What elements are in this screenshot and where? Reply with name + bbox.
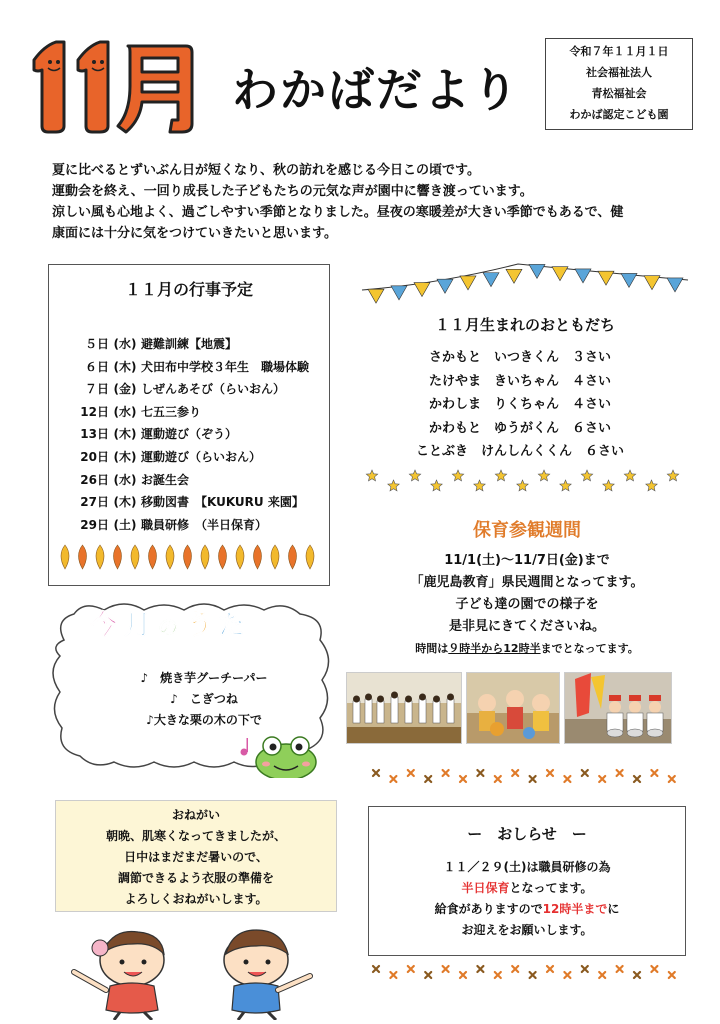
- photo-band-kids: [564, 672, 672, 744]
- cross-icon: [651, 966, 657, 972]
- flag-icon: [598, 271, 614, 285]
- cross-icon: [373, 966, 379, 972]
- bunting-string: [362, 264, 688, 290]
- event-day: (金): [113, 382, 137, 397]
- event-day: (木): [113, 359, 137, 374]
- boy-figure: [224, 930, 310, 1020]
- event-date: 12日: [80, 404, 109, 419]
- month-title: [26, 36, 201, 136]
- cross-icon: [547, 770, 553, 776]
- star-icon: [581, 470, 592, 481]
- cross-decoration-bottom: [368, 962, 680, 982]
- stars-decoration: [360, 466, 694, 496]
- cross-icon: [617, 966, 623, 972]
- request-line: 日中はまだまだ暑いので、: [124, 850, 268, 864]
- event-text: 避難訓練【地震】: [141, 337, 238, 351]
- birthday-item: かわしま りくちゃん ４さい: [428, 397, 611, 413]
- cross-icon: [669, 776, 675, 782]
- song-title-char: う: [186, 610, 213, 641]
- event-date: 26日: [80, 472, 109, 487]
- cross-icon: [547, 966, 553, 972]
- notice-body: [369, 857, 685, 941]
- cross-icon: [460, 972, 466, 978]
- request-line: よろしくおねがいします。: [124, 892, 268, 906]
- event-row: [59, 401, 329, 424]
- event-row: [59, 356, 329, 379]
- observation-line: 「鹿児島教育」県民週間となってます。: [410, 575, 644, 590]
- cross-icon: [582, 966, 588, 972]
- star-icon: [474, 480, 485, 491]
- cross-icon: [530, 776, 536, 782]
- cross-icon: [443, 770, 449, 776]
- song-item: ♪大きな栗の木の下で: [146, 713, 262, 727]
- flag-icon: [552, 267, 568, 281]
- star-icon: [624, 470, 635, 481]
- notice-text: となってます。: [509, 881, 593, 895]
- org-name: 青松福祉会: [591, 87, 647, 100]
- flag-icon: [575, 269, 591, 283]
- flag-icon: [529, 264, 545, 278]
- event-date: ５日: [84, 337, 109, 351]
- event-day: (水): [113, 472, 137, 487]
- leaf-icon: [96, 545, 104, 569]
- cross-icon: [495, 972, 501, 978]
- event-text: 運動遊び（らいおん）: [141, 449, 262, 464]
- star-icon: [452, 470, 463, 481]
- events-panel: [48, 264, 330, 586]
- event-text: 運動遊び（ぞう）: [141, 427, 238, 442]
- girl-figure: [74, 931, 164, 1020]
- notice-line: [369, 878, 685, 899]
- cross-icon: [651, 770, 657, 776]
- flag-icon: [368, 289, 384, 303]
- intro-line: 康面には十分に気をつけていきたいと思います。: [52, 226, 337, 241]
- star-icon: [667, 470, 678, 481]
- star-icon: [603, 480, 614, 491]
- notice-text: 給食がありますので: [434, 902, 543, 916]
- leaf-icon: [79, 545, 87, 569]
- star-icon: [366, 470, 377, 481]
- event-date: ７日: [84, 382, 109, 397]
- request-panel: [55, 800, 337, 912]
- star-icon: [495, 470, 506, 481]
- kids-illustration: [60, 920, 330, 1020]
- event-row: [59, 446, 329, 469]
- star-icon: [388, 480, 399, 491]
- newsletter-title: わかばだより: [232, 63, 520, 117]
- event-text: お誕生会: [141, 472, 190, 487]
- bunting-decoration: [358, 254, 692, 314]
- event-text: 移動図書 【KUKURU 来園】: [141, 495, 304, 510]
- issue-date: 令和７年１１月１日: [569, 45, 669, 58]
- birthday-list: [380, 346, 660, 464]
- song-item: ♪ こぎつね: [170, 692, 238, 706]
- cross-icon: [564, 776, 570, 782]
- event-day: (木): [113, 427, 137, 442]
- cross-icon: [530, 972, 536, 978]
- leaf-icon: [166, 545, 174, 569]
- event-row: [59, 514, 329, 537]
- leaf-icon: [271, 545, 279, 569]
- leaf-icon: [254, 545, 262, 569]
- leaf-icon: [201, 545, 209, 569]
- cross-icon: [512, 770, 518, 776]
- photo-classroom-kids: [466, 672, 560, 744]
- event-day: (木): [113, 449, 137, 464]
- event-row: [59, 378, 329, 401]
- cross-icon: [564, 972, 570, 978]
- event-row: [59, 333, 329, 356]
- cross-icon: [408, 770, 414, 776]
- song-title-char: た: [218, 610, 245, 641]
- time-suffix: までとなってます。: [540, 642, 639, 655]
- request-line: 調節できるよう衣服の準備を: [117, 871, 274, 885]
- birthday-title: １１月生まれのおともだち: [434, 316, 615, 334]
- leaf-icon: [131, 545, 139, 569]
- event-day: (水): [113, 337, 137, 351]
- leaf-icon: [61, 545, 69, 569]
- org-type: 社会福祉法人: [586, 66, 652, 79]
- flag-icon: [460, 276, 476, 290]
- observation-text: [360, 550, 694, 638]
- event-text: 犬田布中学校３年生 職場体験: [141, 359, 310, 374]
- star-icon: [646, 480, 657, 491]
- leaves-decoration: [55, 541, 325, 575]
- photo-stage-kids: [346, 672, 462, 744]
- cross-icon: [425, 776, 431, 782]
- leaf-icon: [184, 545, 192, 569]
- event-date: ６日: [84, 359, 109, 374]
- cross-icon: [634, 776, 640, 782]
- events-title: １１月の行事予定: [124, 280, 253, 299]
- event-day: (土): [113, 517, 137, 532]
- event-row: [59, 469, 329, 492]
- event-row: [59, 491, 329, 514]
- observation-time: [360, 640, 694, 656]
- cross-icon: [408, 966, 414, 972]
- time-end: 12時半: [503, 642, 541, 655]
- cross-icon: [669, 972, 675, 978]
- flag-icon: [621, 273, 637, 287]
- publisher-info: [545, 38, 693, 130]
- cross-icon: [460, 776, 466, 782]
- birthday-item: かわもと ゆうがくん ６さい: [428, 420, 611, 436]
- leaf-icon: [236, 545, 244, 569]
- intro-text: [52, 160, 692, 244]
- observation-dates: 11/1(土)～11/7日(金)まで: [444, 553, 610, 568]
- cross-icon: [599, 776, 605, 782]
- time-prefix: 時間は: [415, 642, 449, 655]
- notice-highlight: 12時半まで: [542, 902, 608, 916]
- star-icon: [409, 470, 420, 481]
- cross-icon: [495, 776, 501, 782]
- events-list: [59, 333, 329, 536]
- notice-text: に: [607, 902, 620, 916]
- school-name: わかば認定こども園: [569, 108, 669, 121]
- cross-icon: [617, 770, 623, 776]
- notice-line: お迎えをお願いします。: [461, 923, 593, 937]
- flag-icon: [644, 276, 660, 290]
- event-text: 七五三参り: [141, 404, 202, 419]
- song-title-char: 月: [124, 610, 151, 641]
- song-list: [84, 668, 324, 731]
- observation-line: 是非見にきてくださいね。: [448, 619, 605, 634]
- leaf-icon: [306, 545, 314, 569]
- star-icon: [560, 480, 571, 491]
- cross-icon: [443, 966, 449, 972]
- cross-icon: [582, 770, 588, 776]
- event-day: (水): [113, 404, 137, 419]
- cross-icon: [512, 966, 518, 972]
- notice-highlight: 半日保育: [461, 881, 510, 895]
- cross-icon: [373, 770, 379, 776]
- event-row: [59, 423, 329, 446]
- cross-icon: [634, 972, 640, 978]
- cross-icon: [599, 972, 605, 978]
- event-text: しぜんあそび（らいおん）: [141, 382, 286, 397]
- intro-line: 運動会を終え、一回り成長した子どもたちの元気な声が園中に響き渡っています。: [52, 184, 533, 199]
- flag-icon: [667, 278, 683, 292]
- observation-line: 子ども達の園での様子を: [455, 597, 599, 612]
- cross-decoration-top: [368, 766, 680, 786]
- song-item: ♪ 焼き芋グーチーパー: [140, 671, 268, 685]
- star-icon: [538, 470, 549, 481]
- event-date: 29日: [80, 517, 109, 532]
- birthday-item: たけやま きいちゃん ４さい: [428, 373, 611, 389]
- leaf-icon: [289, 545, 297, 569]
- star-icon: [517, 480, 528, 491]
- flag-icon: [506, 269, 522, 283]
- cross-icon: [477, 966, 483, 972]
- request-heading: おねがい: [171, 808, 220, 822]
- leaf-icon: [219, 545, 227, 569]
- request-line: 朝晩、肌寒くなってきましたが、: [105, 829, 286, 843]
- cross-icon: [477, 770, 483, 776]
- birthday-item: さかもと いつきくん ３さい: [428, 350, 611, 365]
- song-title-char: 今: [90, 610, 117, 641]
- birthday-item: ことぶき けんしんくくん ６さい: [415, 444, 624, 460]
- flag-icon: [483, 273, 499, 287]
- intro-line: 涼しい風も心地よく、過ごしやすい季節となりました。昼夜の寒暖差が大きい季節でもあるで、健: [52, 205, 624, 220]
- notice-title: ー おしらせ ー: [467, 825, 587, 843]
- cross-icon: [425, 972, 431, 978]
- event-date: 13日: [80, 427, 109, 442]
- notice-line: [369, 899, 685, 920]
- cross-icon: [390, 776, 396, 782]
- event-day: (木): [113, 495, 137, 510]
- notice-panel: [368, 806, 686, 956]
- star-icon: [431, 480, 442, 491]
- event-date: 20日: [80, 449, 109, 464]
- song-title-char: の: [158, 615, 178, 639]
- flag-icon: [391, 286, 407, 300]
- leaf-icon: [149, 545, 157, 569]
- event-date: 27日: [80, 495, 109, 510]
- observation-title: 保育参観週間: [473, 520, 581, 541]
- time-start: ９時半から: [448, 642, 504, 655]
- cross-icon: [390, 972, 396, 978]
- event-text: 職員研修 （半日保育）: [141, 517, 268, 532]
- leaf-icon: [114, 545, 122, 569]
- notice-line: １１／２９(土)は職員研修の為: [443, 860, 611, 874]
- intro-line: 夏に比べるとずいぶん日が短くなり、秋の訪れを感じる今日この頃です。: [52, 163, 480, 178]
- flag-icon: [437, 279, 453, 293]
- flag-icon: [414, 283, 430, 297]
